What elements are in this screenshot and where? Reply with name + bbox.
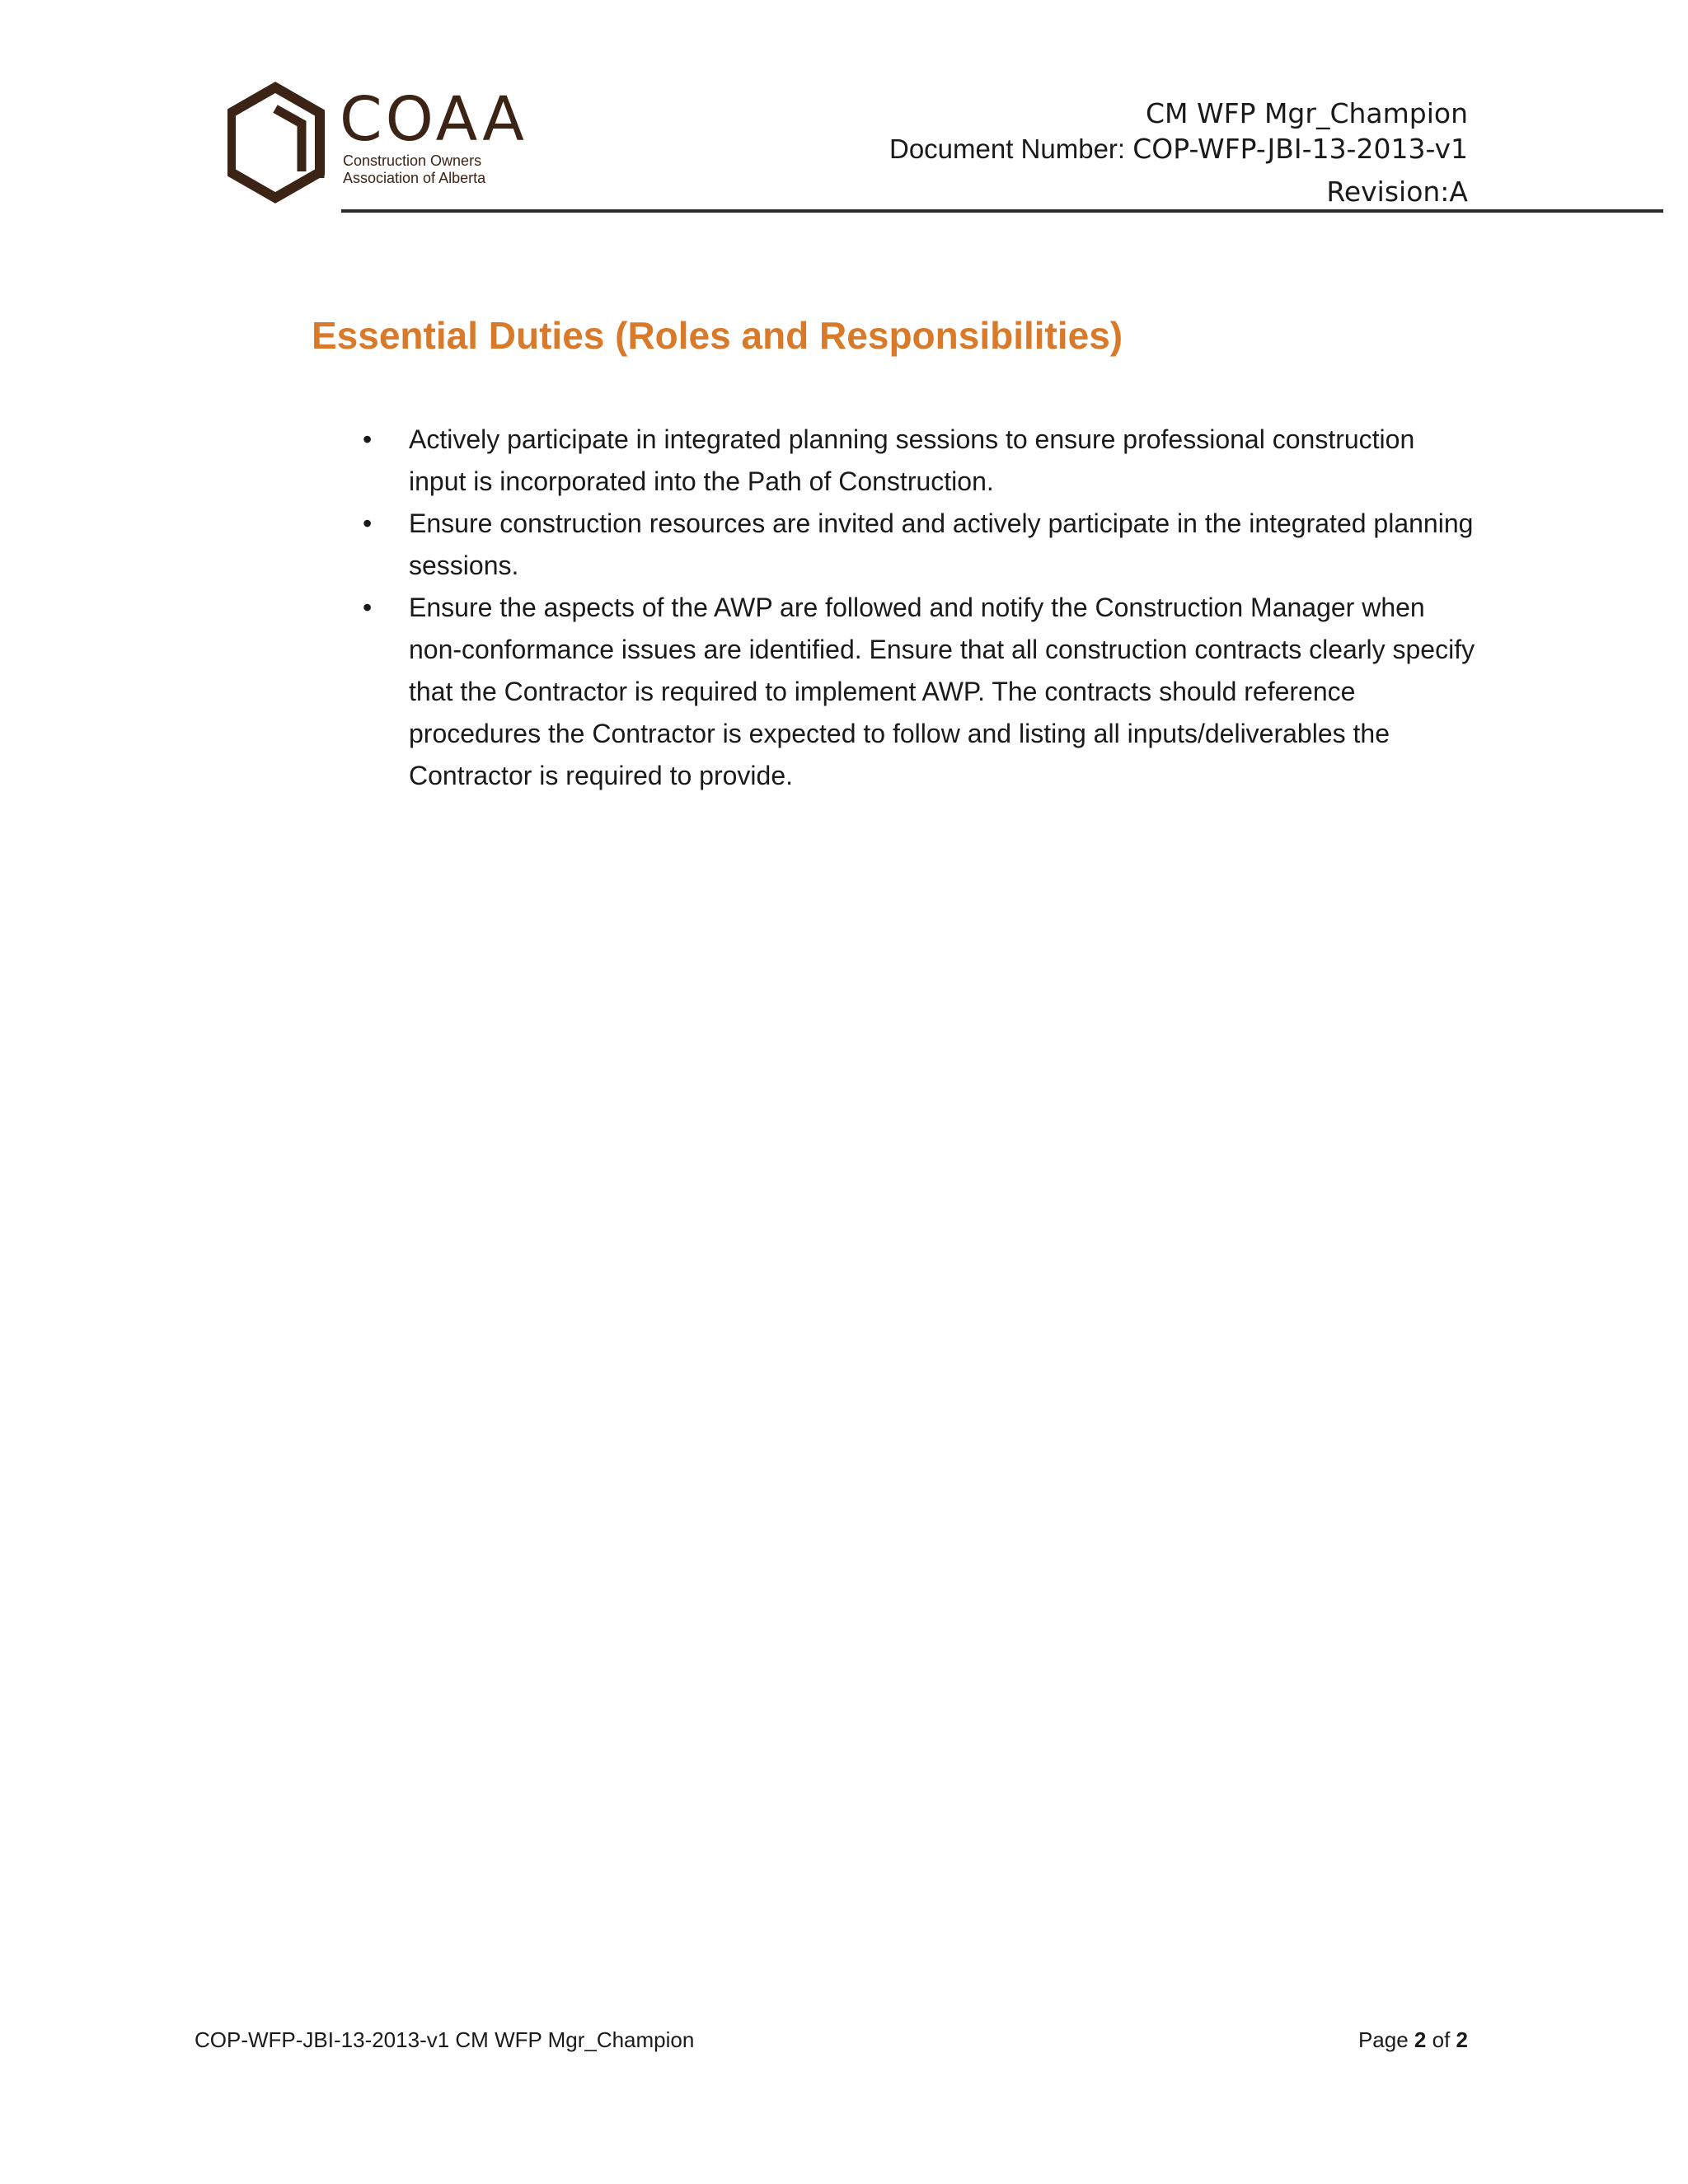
document-number-value: COP-WFP-JBI-13-2013-v1 [1132, 133, 1468, 165]
page-current: 2 [1414, 2027, 1427, 2052]
bullet-icon: • [363, 593, 373, 622]
page-of: of [1426, 2027, 1456, 2052]
page-label: Page [1357, 2027, 1414, 2052]
coaa-logo [227, 81, 528, 204]
duty-text: Actively participate in integrated planning sessions to ensure professional construction input is incorporated into the Path of Construction. [409, 424, 1415, 496]
duty-text: Ensure the aspects of the AWP are followed and notify the Construction Manager when non-conformance issues are identified. Ensure that all construction contracts clearly specify that the Contractor is required to implement AWP. The contracts should reference procedures the Contractor is expected to follow and listing all inputs/deliverables the Contractor is required to provide. [409, 593, 1475, 790]
logo-subtitle-line1: Construction Owners [343, 152, 482, 169]
list-item [363, 419, 1475, 503]
duty-text: Ensure construction resources are invited and actively participate in the integrated planning sessions. [409, 509, 1474, 580]
bullet-icon: • [363, 509, 373, 538]
list-item [363, 587, 1475, 797]
bullet-icon: • [363, 424, 373, 454]
logo-subtitle-line2: Association of Alberta [343, 170, 486, 186]
header-divider [341, 209, 1663, 213]
footer-page-number [1358, 2027, 1468, 2053]
page-total: 2 [1456, 2027, 1468, 2052]
footer-document-id: COP-WFP-JBI-13-2013-v1 CM WFP Mgr_Champion [195, 2027, 695, 2052]
document-number [889, 133, 1468, 165]
list-item [363, 503, 1475, 587]
duties-list [363, 419, 1475, 797]
document-number-label: Document Number: [889, 134, 1133, 164]
document-revision: Revision:A [1326, 176, 1468, 208]
logo-wordmark: COAA [340, 84, 528, 155]
section-heading: Essential Duties (Roles and Responsibilities) [312, 314, 1123, 357]
document-title: CM WFP Mgr_Champion [1145, 97, 1468, 129]
hexagon-logo-icon [227, 81, 335, 204]
